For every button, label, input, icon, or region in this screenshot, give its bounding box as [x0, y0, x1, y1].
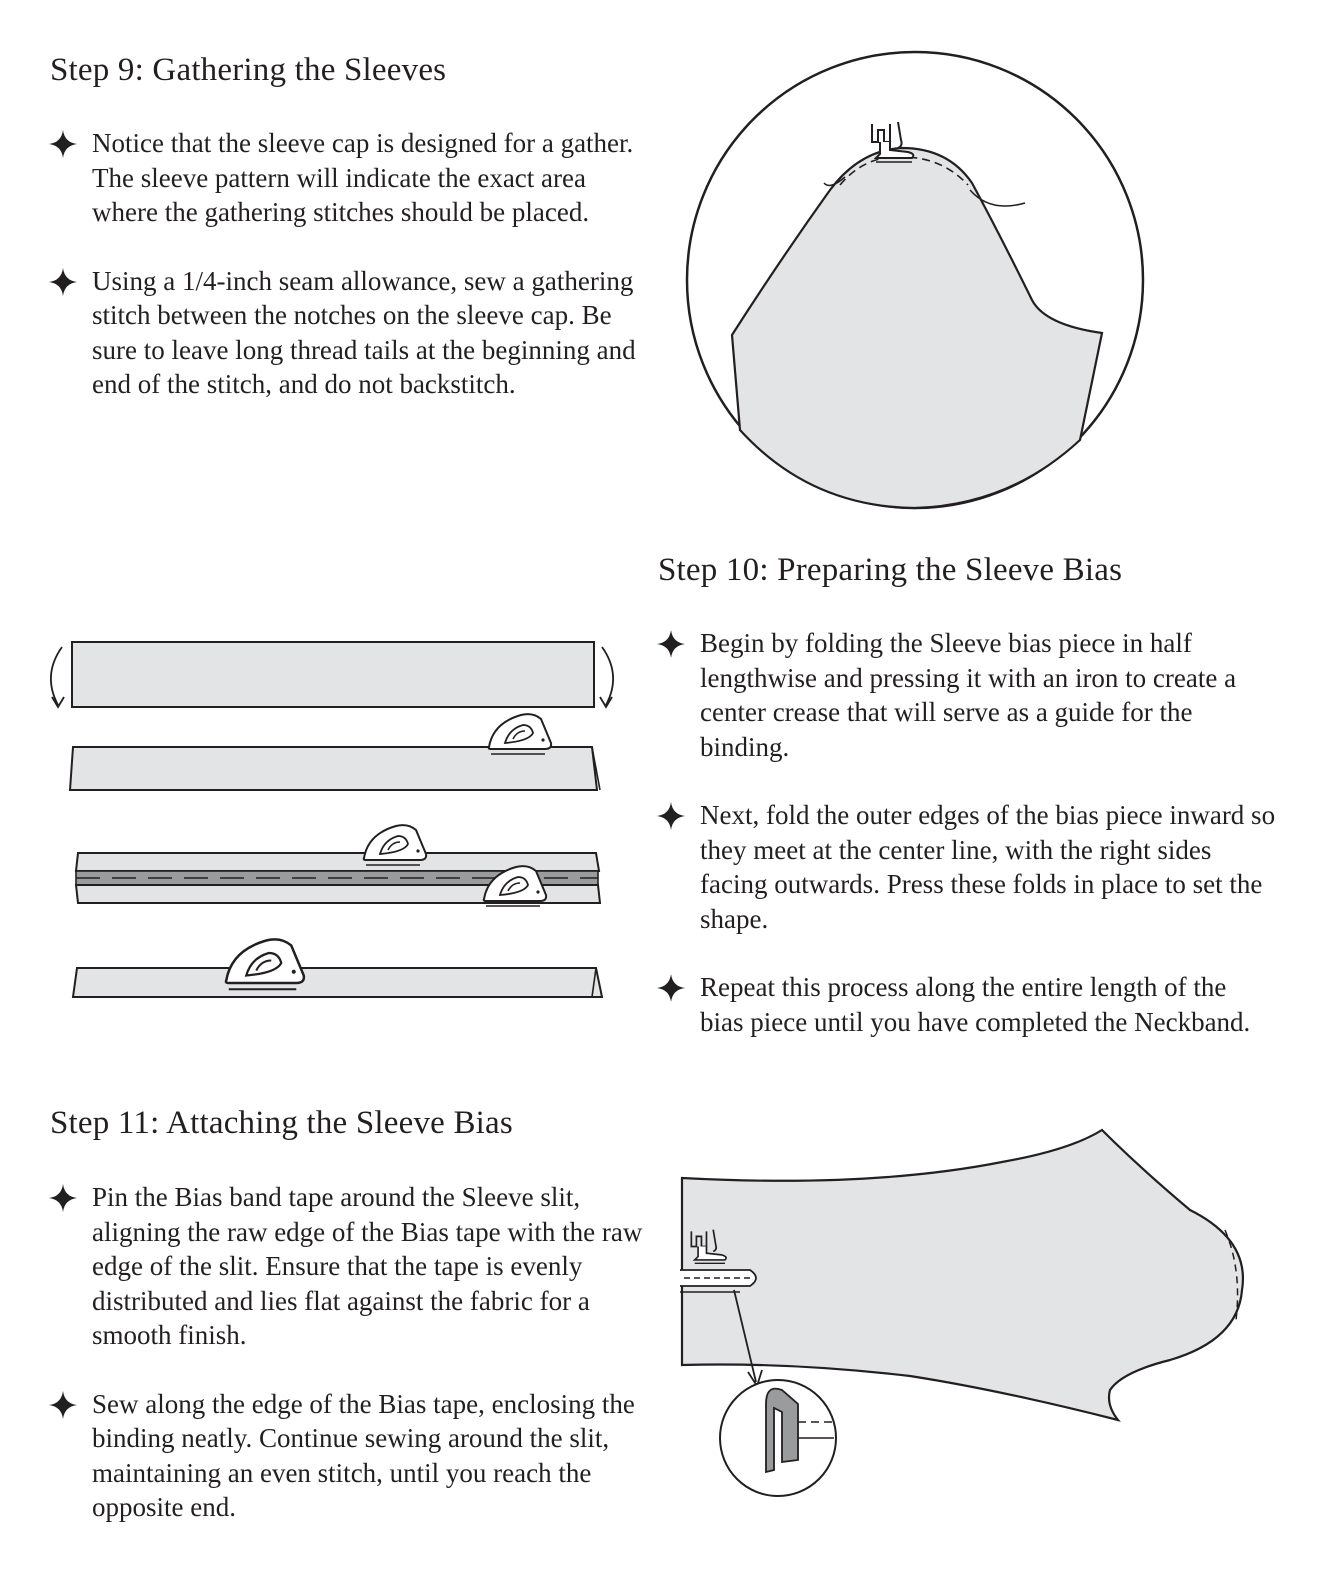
- step-10-item-1-text: Begin by folding the Sleeve bias piece in half lengthwise and pressing it with an iron to create a center crease that will serve as a guide for the binding.: [700, 628, 1237, 762]
- four-point-star-icon: [48, 1183, 78, 1213]
- step-9-item-2-text: Using a 1/4-inch seam allowance, sew a gathering stitch between the notches on the sleeve cap. Be sure to leave long thread tails at the beginning and end of the stitch, and do not backstitch.: [92, 265, 636, 399]
- step-10-item-3-text: Repeat this process along the entire length of the bias piece until you have completed the Neckband.: [700, 972, 1251, 1037]
- step-11-item-2-text: Sew along the edge of the Bias tape, enclosing the binding neatly. Continue sewing around the slit, maintaining an even stitch, until you reach the opposite end.: [92, 1388, 635, 1522]
- step-11-item-1: [48, 1180, 658, 1353]
- four-point-star-icon: [48, 1390, 78, 1420]
- step-9-item-2: [48, 264, 648, 402]
- four-point-star-icon: [48, 129, 78, 159]
- step-11-heading: Step 11: Attaching the Sleeve Bias: [50, 1105, 513, 1141]
- step-10-item-2-text: Next, fold the outer edges of the bias piece inward so they meet at the center line, with the right sides facing outwards. Press these folds in place to set the shape.: [700, 800, 1276, 934]
- iron-icon: [226, 939, 304, 989]
- four-point-star-icon: [48, 267, 78, 297]
- step-11-list: [48, 1180, 658, 1525]
- iron-icon: [489, 714, 551, 754]
- bias-tape-folding-illustration: [40, 635, 640, 1015]
- step-9-list: [48, 126, 648, 402]
- step-9-item-1: [48, 126, 648, 230]
- step-10-item-1: [656, 626, 1276, 764]
- step-10-item-3: [656, 970, 1276, 1039]
- four-point-star-icon: [656, 973, 686, 1003]
- step-10-heading: Step 10: Preparing the Sleeve Bias: [658, 552, 1123, 588]
- step-11-item-1-text: Pin the Bias band tape around the Sleeve slit, aligning the raw edge of the Bias tape with the raw edge of the slit. Ensure that the tape is evenly distributed and lies flat against the fabric for a smooth finish.: [92, 1182, 643, 1350]
- step-10-list: [656, 626, 1276, 1039]
- step-11-item-2: [48, 1387, 658, 1525]
- sleeve-slit-binding-illustration: [670, 1120, 1260, 1540]
- iron-icon: [364, 825, 426, 865]
- step-10-item-2: [656, 798, 1276, 936]
- step-9-heading: Step 9: Gathering the Sleeves: [50, 52, 447, 88]
- sleeve-cap-gathering-illustration: [680, 45, 1150, 515]
- four-point-star-icon: [656, 629, 686, 659]
- four-point-star-icon: [656, 801, 686, 831]
- step-9-item-1-text: Notice that the sleeve cap is designed for a gather. The sleeve pattern will indicate the exact area where the gathering stitches should be placed.: [92, 128, 634, 227]
